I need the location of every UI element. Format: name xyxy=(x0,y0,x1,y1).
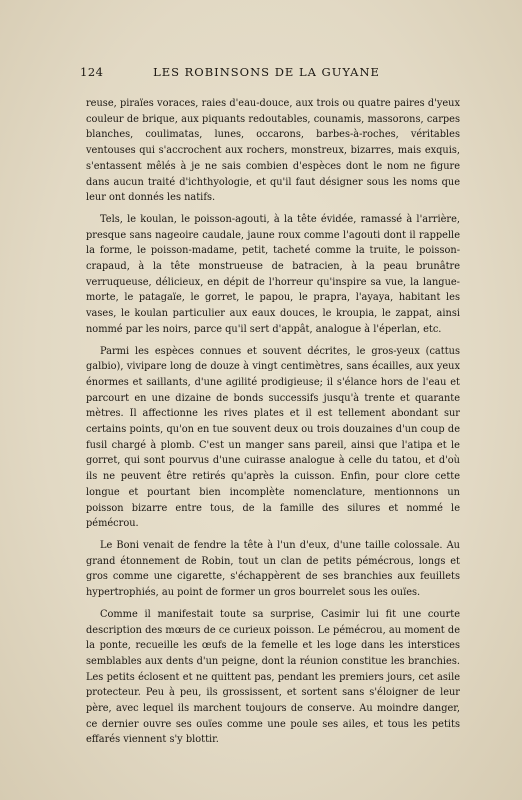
page-header xyxy=(80,65,453,81)
paragraph-4: Le Boni venait de fendre la tête à l'un d'eux, d'une taille colossale. Au grand étonnement de Robin, tout un clan de petits pémécrous, longs et gros comme une cigarette, s'échappèrent de ses branchies aux feuillets hypertrophiés, au point de former un gros bourrelet sous les ouïes. xyxy=(86,539,460,599)
paragraph-3: Parmi les espèces connues et souvent décrites, le gros-yeux (cattus galbio), vivipare long de douze à vingt centimètres, sans écailles, aux yeux énormes et saillants, d'une agilité prodigieuse; il s'élance hors de l'eau et parcourt en une dizaine de bonds successifs jusqu'à trente et quarante mètres. Il affectionne les rives plates et il est tellement abondant sur certains points, qu'on en tue souvent deux ou trois douzaines d'un coup de fusil chargé à plomb. C'est un manger sans pareil, ainsi que l'atipa et le gorret, qui sont pourvus d'une cuirasse analogue à celle du tatou, et d'où ils ne peuvent être retirés qu'après la cuisson. Enfin, pour clore cette longue et pourtant bien incomplète nomenclature, mentionnons un poisson bizarre entre tous, de la famille des silures et nommé le pémécrou. xyxy=(86,345,460,530)
paragraph-2: Tels, le koulan, le poisson-agouti, à la tête évidée, ramassé à l'arrière, presque sans nageoire caudale, jaune roux comme l'agouti dont il rappelle la forme, le poisson-madame, petit, tacheté comme la truite, le poisson-crapaud, à la tête monstrueuse de batracien, à la peau brunâtre verruqueuse, délicieux, en dépit de l'horreur qu'inspire sa vue, la langue-morte, le patagaïe, le gorret, le papou, le prapra, l'ayaya, habitant les vases, le koulan particulier aux eaux douces, le kroupia, le zappat, ainsi nommé par les noirs, parce qu'il sert d'appât, analogue à l'éperlan, etc. xyxy=(86,213,460,335)
page-number: 124 xyxy=(80,65,104,79)
body-text xyxy=(86,96,460,754)
running-title: LES ROBINSONS DE LA GUYANE xyxy=(153,65,380,79)
paragraph-5: Comme il manifestait toute sa surprise, Casimir lui fit une courte description des mœurs de ce curieux poisson. Le pémécrou, au moment de la ponte, recueille les œufs de la femelle et les loge dans les interstices semblables aux dents d'un peigne, dont la réunion constitue les branchies. Les petits éclosent et ne quittent pas, pendant les premiers jours, cet asile protecteur. Peu à peu, ils grossissent, et sortent sans s'éloigner de leur père, avec lequel ils marchent toujours de conserve. Au moindre danger, ce dernier ouvre ses ouïes comme une poule ses ailes, et tous les petits effarés viennent s'y blottir. xyxy=(86,608,460,746)
paragraph-1: reuse, piraïes voraces, raies d'eau-douce, aux trois ou quatre paires d'yeux couleur de brique, aux piquants redoutables, counamis, massorons, carpes blanches, coulimatas, lunes, occarons, barbes-à-roches, véritables ventouses qui s'accrochent aux rochers, monstreux, bizarres, mais exquis, s'entassent mêlés à je ne sais combien d'espèces dont le nom ne figure dans aucun traité d'ichthyologie, et qu'il faut désigner sous les noms que leur ont donnés les natifs. xyxy=(86,98,460,204)
